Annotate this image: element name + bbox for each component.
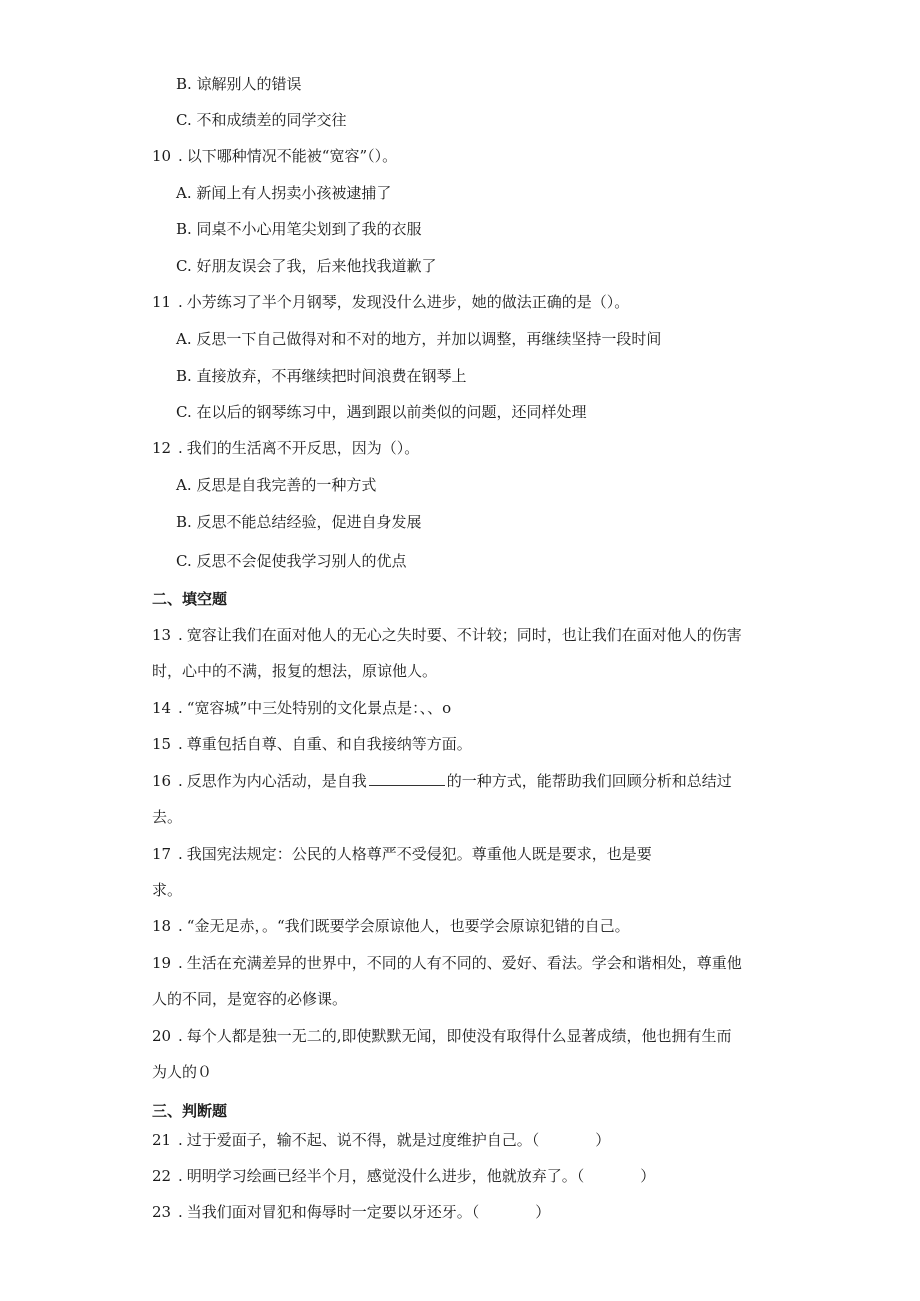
question-20: 20 . 每个人都是独一无二的,即使默默无闻，即使没有取得什么显著成绩，他也拥有生而 [152,1027,732,1045]
question-11: 11 . 小芳练习了半个月钢琴，发现没什么进步，她的做法正确的是（）。 [152,293,630,311]
question-20-continued: 为人的０ [152,1063,213,1081]
question-19-continued: 人的不同，是宽容的必修课。 [152,990,348,1008]
question-text: 尊重包括自尊、自重、和自我接纳等方面。 [186,735,472,753]
question-number: 10 [152,147,172,165]
question-number: 20 [152,1027,172,1045]
question-15: 15 . 尊重包括自尊、自重、和自我接纳等方面。 [152,735,472,753]
question-21: 21 . 过于爱面子，输不起、说不得，就是过度维护自己。（ ） [152,1131,611,1149]
close-paren: ） [640,1167,656,1185]
q12-option-b: B. 反思不能总结经验，促进自身发展 [176,513,422,531]
question-14: 14 . “宽容城”中三处特别的文化景点是：、、o [152,699,452,717]
question-number: 17 [152,845,172,863]
question-text: 每个人都是独一无二的,即使默默无闻，即使没有取得什么显著成绩，他也拥有生而 [186,1027,732,1045]
question-text: 反思作为内心活动，是自我 [186,772,367,790]
question-16-continued: 去。 [152,808,183,826]
q10-option-c: C. 好朋友误会了我，后来他找我道歉了 [176,257,437,275]
question-number: 12 [152,439,172,457]
question-number: 11 [152,293,172,311]
question-18: 18 . “金无足赤，。“我们既要学会原谅他人，也要学会原谅犯错的自己。 [152,917,630,935]
q11-option-a: A. 反思一下自己做得对和不对的地方，并加以调整，再继续坚持一段时间 [176,330,662,348]
question-text: 生活在充满差异的世界中，不同的人有不同的、爱好、看法。学会和谐相处，尊重他 [186,954,742,972]
question-number: 18 [152,917,172,935]
question-text: 宽容让我们在面对他人的无心之失时要、不计较；同时，也让我们在面对他人的伤害 [186,626,742,644]
question-17: 17 . 我国宪法规定：公民的人格尊严不受侵犯。尊重他人既是要求，也是要 [152,845,652,863]
question-text-after: 的一种方式，能帮助我们回顾分析和总结过 [446,772,732,790]
question-number: 14 [152,699,172,717]
question-17-continued: 求。 [152,881,183,899]
question-text: 我国宪法规定：公民的人格尊严不受侵犯。尊重他人既是要求，也是要 [186,845,652,863]
question-text: 过于爱面子，输不起、说不得，就是过度维护自己。（ [186,1131,540,1149]
q9-option-c: C. 不和成绩差的同学交往 [176,111,347,129]
question-text: 我们的生活离不开反思，因为（）。 [186,439,420,457]
question-text: 明明学习绘画已经半个月，感觉没什么进步，他就放弃了。（ [186,1167,585,1185]
q11-option-c: C. 在以后的钢琴练习中，遇到跟以前类似的问题，还同样处理 [176,403,587,421]
question-16: 16 . 反思作为内心活动，是自我 的一种方式，能帮助我们回顾分析和总结过 [152,772,732,790]
question-text: “宽容城”中三处特别的文化景点是：、、o [186,699,452,717]
question-number: 23 [152,1203,172,1221]
question-number: 13 [152,626,172,644]
question-13-continued: 时，心中的不满，报复的想法，原谅他人。 [152,662,438,680]
question-13: 13 . 宽容让我们在面对他人的无心之失时要、不计较；同时，也让我们在面对他人的伤害 [152,626,742,644]
q12-option-a: A. 反思是自我完善的一种方式 [176,476,377,494]
section-true-false-heading: 三、判断题 [152,1102,228,1120]
section-fill-in-heading: 二、填空题 [152,590,228,608]
question-number: 16 [152,772,172,790]
close-paren: ） [595,1131,611,1149]
question-22: 22 . 明明学习绘画已经半个月，感觉没什么进步，他就放弃了。（ ） [152,1167,656,1185]
close-paren: ） [535,1203,551,1221]
question-19: 19 . 生活在充满差异的世界中，不同的人有不同的、爱好、看法。学会和谐相处，尊重他 [152,954,742,972]
question-number: 19 [152,954,172,972]
question-text: 小芳练习了半个月钢琴，发现没什么进步，她的做法正确的是（）。 [186,293,630,311]
q10-option-a: A. 新闻上有人拐卖小孩被逮捕了 [176,184,392,202]
q12-option-c: C. 反思不会促使我学习别人的优点 [176,552,407,570]
q11-option-b: B. 直接放弃，不再继续把时间浪费在钢琴上 [176,367,467,385]
q9-option-b: B. 谅解别人的错误 [176,75,302,93]
question-12: 12 . 我们的生活离不开反思，因为（）。 [152,439,420,457]
question-number: 22 [152,1167,172,1185]
q10-option-b: B. 同桌不小心用笔尖划到了我的衣服 [176,220,422,238]
question-text: 以下哪种情况不能被“宽容”（）。 [186,147,398,165]
question-number: 21 [152,1131,172,1149]
question-text: “金无足赤，。“我们既要学会原谅他人，也要学会原谅犯错的自己。 [186,917,630,935]
question-text: 当我们面对冒犯和侮辱时一定要以牙还牙。（ [186,1203,480,1221]
question-23: 23 . 当我们面对冒犯和侮辱时一定要以牙还牙。（ ） [152,1203,551,1221]
question-10: 10 . 以下哪种情况不能被“宽容”（）。 [152,147,398,165]
question-number: 15 [152,735,172,753]
answer-blank[interactable] [369,771,445,786]
